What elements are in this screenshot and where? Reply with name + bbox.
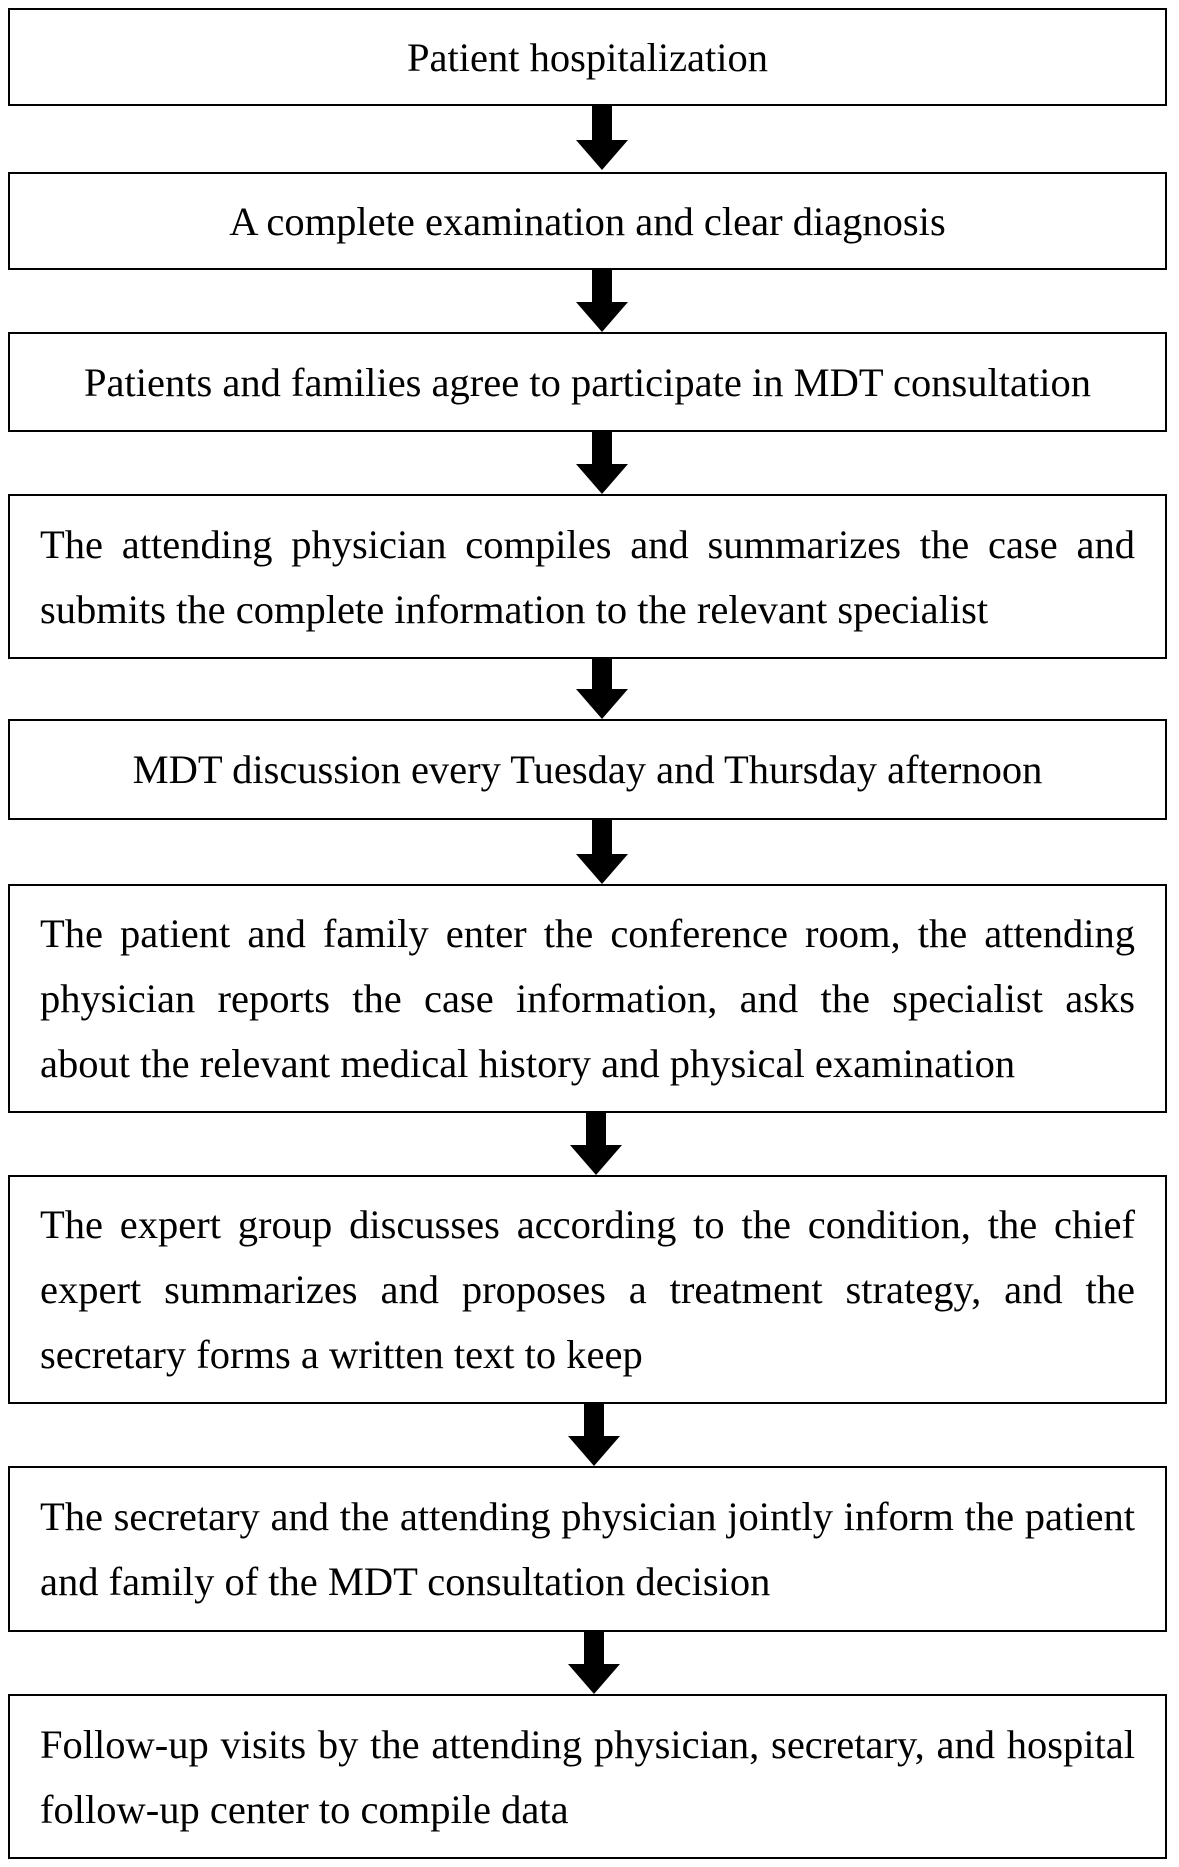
arrow-down-icon xyxy=(576,106,628,170)
arrow-down-icon xyxy=(568,1404,620,1466)
step-mdt-discussion-schedule xyxy=(8,719,1167,820)
step-label: The patient and family enter the conference room, the attending physician reports the case information, and the specialist asks about the relevant medical history and physical examination xyxy=(40,911,1135,1086)
step-patient-hospitalization xyxy=(8,8,1167,106)
step-examination-diagnosis xyxy=(8,172,1167,270)
step-label: The attending physician compiles and summarizes the case and submits the complete information to the relevant specialist xyxy=(40,521,1135,632)
step-conference-room-report xyxy=(8,884,1167,1113)
step-label: MDT discussion every Tuesday and Thursday afternoon xyxy=(132,747,1043,792)
step-label: Patient hospitalization xyxy=(406,34,769,80)
step-follow-up-visits xyxy=(8,1694,1167,1859)
step-label: A complete examination and clear diagnosis xyxy=(229,198,946,244)
arrow-down-icon xyxy=(576,659,628,719)
step-label: The secretary and the attending physician jointly inform the patient and family of the MDT consultation decision xyxy=(40,1494,1135,1604)
step-agree-mdt-consultation xyxy=(8,332,1167,432)
arrow-down-icon xyxy=(576,432,628,494)
step-label: The expert group discusses according to the condition, the chief expert summarizes and proposes a treatment strategy, and the secretary forms a written text to keep xyxy=(40,1202,1135,1377)
step-expert-group-strategy xyxy=(8,1175,1167,1404)
arrow-down-icon xyxy=(576,820,628,884)
step-inform-decision xyxy=(8,1466,1167,1632)
step-label: Follow-up visits by the attending physician, secretary, and hospital follow-up center to compile data xyxy=(40,1721,1135,1832)
step-summarize-submit-case xyxy=(8,494,1167,659)
arrow-down-icon xyxy=(570,1113,622,1175)
arrow-down-icon xyxy=(576,270,628,332)
step-label: Patients and families agree to participate in MDT consultation xyxy=(84,359,1091,405)
arrow-down-icon xyxy=(568,1632,620,1694)
